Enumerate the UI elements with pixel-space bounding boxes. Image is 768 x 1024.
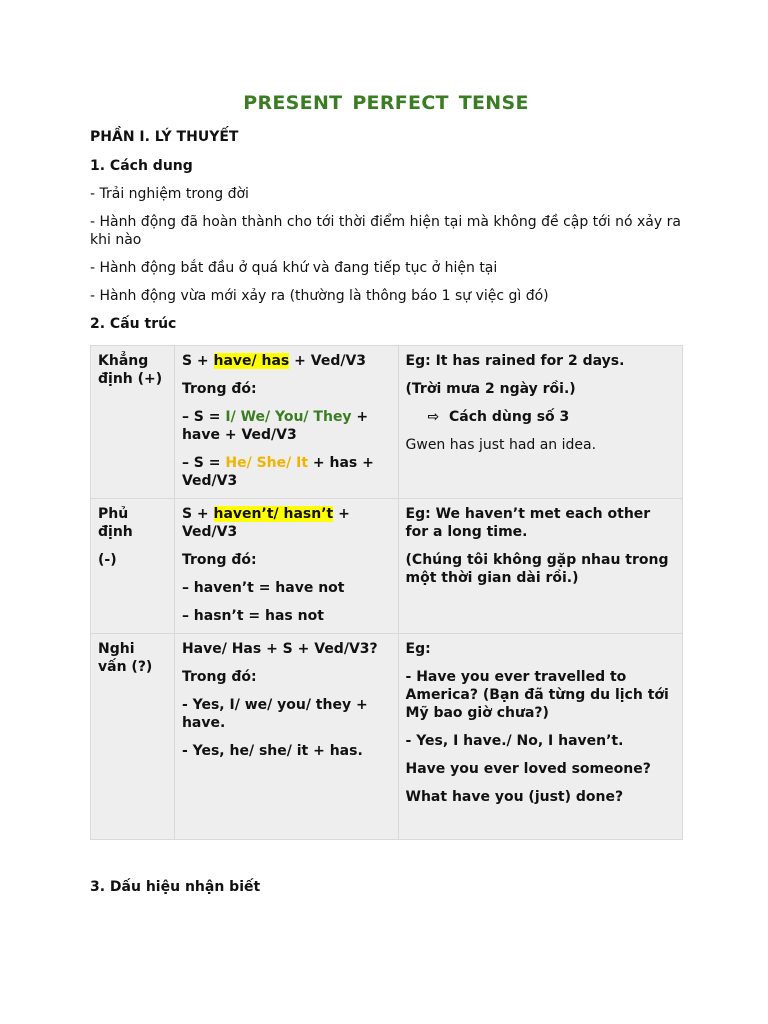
example-label: Eg: bbox=[405, 641, 431, 657]
table-row-negative bbox=[91, 499, 683, 634]
example-cell bbox=[398, 346, 682, 499]
rule: - Yes, he/ she/ it + has. bbox=[181, 743, 363, 759]
formula-cell bbox=[174, 499, 398, 634]
example: Have you ever loved someone? bbox=[405, 761, 651, 777]
row-label: Khẳng định (+) bbox=[98, 353, 163, 387]
row-label-cell bbox=[91, 499, 175, 634]
formula-suffix: + Ved/V3 bbox=[289, 353, 367, 369]
usage-item: - Hành động vừa mới xảy ra (thường là thông báo 1 sự việc gì đó) bbox=[90, 288, 549, 304]
example: Eg: It has rained for 2 days. bbox=[405, 353, 625, 369]
usage-item: - Hành động bắt đầu ở quá khứ và đang tiếp tục ở hiện tại bbox=[90, 260, 498, 276]
formula: Have/ Has + S + Ved/V3? bbox=[181, 641, 378, 657]
rule: – hasn’t = has not bbox=[181, 608, 324, 624]
formula bbox=[182, 505, 391, 541]
formula-highlight: haven’t/ hasn’t bbox=[213, 506, 334, 522]
rule-pronouns: He/ She/ It bbox=[225, 455, 309, 471]
row-label-cell bbox=[91, 346, 175, 499]
rule-suffix: + have + Ved/V3 bbox=[181, 409, 369, 443]
formula-prefix: S + bbox=[181, 506, 214, 522]
rule-pronouns: I/ We/ You/ They bbox=[225, 409, 352, 425]
formula bbox=[182, 352, 391, 370]
rule-prefix: – S = bbox=[181, 409, 226, 425]
rule-suffix: + has + Ved/V3 bbox=[181, 455, 374, 489]
usage-heading: 1. Cách dung bbox=[90, 158, 193, 174]
formula-cell bbox=[174, 634, 398, 840]
table-row-affirmative bbox=[91, 346, 683, 499]
page-title: PRESENT PERFECT TENSE bbox=[243, 92, 529, 114]
row-sign: (-) bbox=[98, 552, 117, 568]
rule bbox=[182, 408, 391, 444]
usage-item: - Hành động đã hoàn thành cho tới thời điểm hiện tại mà không đề cập tới nó xảy ra khi nào bbox=[90, 214, 681, 248]
example-translation: (Trời mưa 2 ngày rồi.) bbox=[405, 381, 576, 397]
usage-reference-text: Cách dùng số 3 bbox=[449, 409, 570, 425]
rule: – haven’t = have not bbox=[181, 580, 345, 596]
row-label: Nghi vấn (?) bbox=[98, 641, 153, 675]
formula-prefix: S + bbox=[181, 353, 214, 369]
right-arrow-icon: ⇨ bbox=[427, 409, 440, 425]
usage-reference bbox=[406, 408, 675, 426]
rule-prefix: – S = bbox=[181, 455, 226, 471]
example-cell bbox=[398, 634, 682, 840]
example-cell bbox=[398, 499, 682, 634]
formula-suffix: + Ved/V3 bbox=[181, 506, 350, 540]
usage-item: - Trải nghiệm trong đời bbox=[90, 186, 249, 202]
signs-heading: 3. Dấu hiệu nhận biết bbox=[90, 879, 261, 895]
row-label-cell bbox=[91, 634, 175, 840]
formula-cell bbox=[174, 346, 398, 499]
rule bbox=[182, 454, 391, 490]
example: What have you (just) done? bbox=[405, 789, 624, 805]
formula-highlight: have/ has bbox=[213, 353, 290, 369]
example: Eg: We haven’t met each other for a long time. bbox=[405, 506, 651, 540]
example: - Have you ever travelled to America? (Bạn đã từng du lịch tới Mỹ bao giờ chưa?) bbox=[405, 669, 669, 721]
where-label: Trong đó: bbox=[181, 669, 257, 685]
structure-table bbox=[90, 345, 683, 840]
rule: - Yes, I/ we/ you/ they + have. bbox=[181, 697, 368, 731]
example: - Yes, I have./ No, I haven’t. bbox=[405, 733, 624, 749]
where-label: Trong đó: bbox=[181, 381, 257, 397]
example-translation: (Chúng tôi không gặp nhau trong một thời gian dài rồi.) bbox=[405, 552, 669, 586]
example: Gwen has just had an idea. bbox=[405, 437, 597, 453]
table-row-question bbox=[91, 634, 683, 840]
structure-heading: 2. Cấu trúc bbox=[90, 316, 177, 332]
row-label: Phủ định bbox=[98, 506, 133, 540]
where-label: Trong đó: bbox=[181, 552, 257, 568]
part-heading: PHẦN I. LÝ THUYẾT bbox=[90, 129, 239, 145]
